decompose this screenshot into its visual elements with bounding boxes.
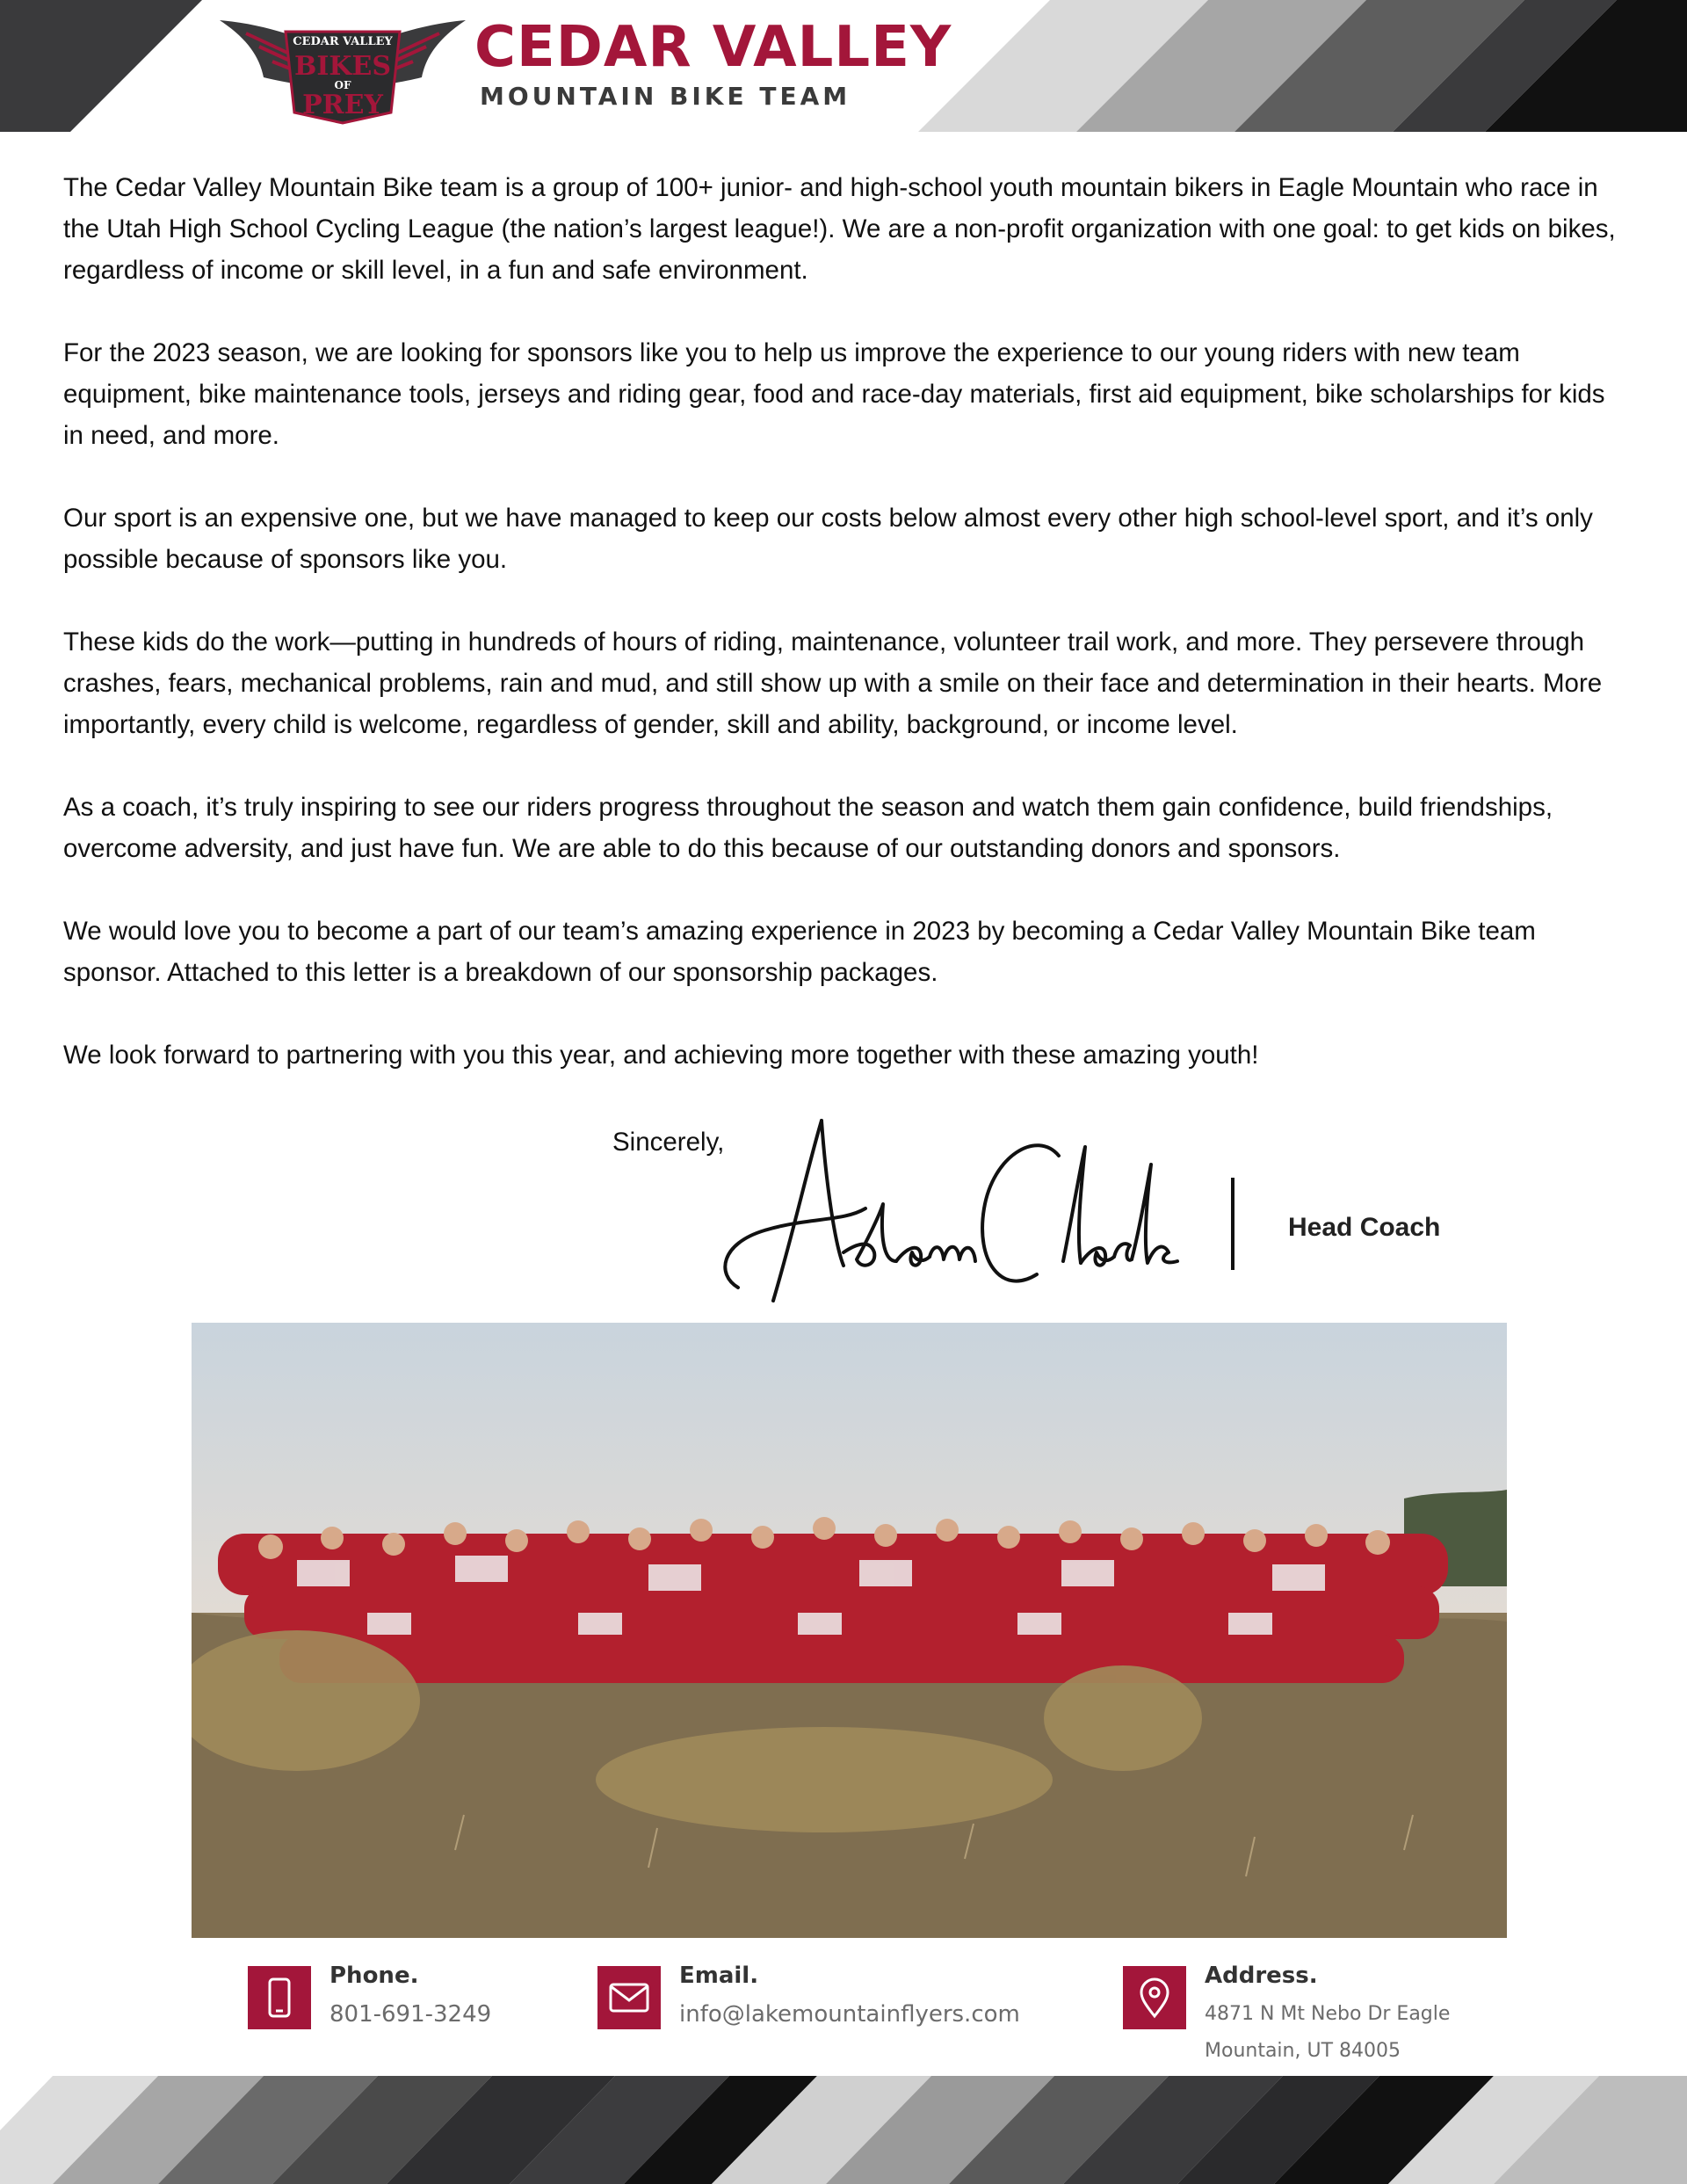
contact-email-value[interactable]: info@lakemountainflyers.com [679,2001,1020,2028]
signature-divider [1231,1178,1234,1270]
contact-phone-value[interactable]: 801-691-3249 [329,2001,492,2028]
brand-subtitle: MOUNTAIN BIKE TEAM [480,82,851,111]
signer-role: Head Coach [1288,1213,1441,1242]
mail-icon [597,1966,661,2029]
location-pin-icon [1123,1966,1186,2029]
letter-paragraph: Our sport is an expensive one, but we have managed to keep our costs below almost every other high school-level sport, and it’s only possible because of sponsors like you. [63,504,1593,574]
team-photo [192,1323,1507,1938]
letter-paragraph: We would love you to become a part of our team’s amazing experience in 2023 by becoming a Cedar Valley Mountain Bike team sponsor. Attached to this letter is a breakdown of our sponsorship packages. [63,917,1536,987]
team-logo [211,16,474,126]
letter-paragraph: As a coach, it’s truly inspiring to see our riders progress throughout the season and watch them gain confidence, build friendships, overcome adversity, and just have fun. We are able to do this because of our outstanding donors and sponsors. [63,793,1553,863]
letter-paragraph: These kids do the work—putting in hundreds of hours of riding, maintenance, volunteer trail work, and more. They persevere through crashes, fears, mechanical problems, rain and mud, and still show up with a smile on their face and determination in their hearts. More importantly, every child is welcome, regardless of gender, skill and ability, background, or income level. [63,628,1603,739]
logo-top-text: CEDAR VALLEY [293,35,393,48]
closing-sincerely: Sincerely, [612,1128,725,1157]
contact-address-value[interactable]: 4871 N Mt Nebo Dr Eagle Mountain, UT 84005 [1205,2003,1451,2062]
letter-paragraph: The Cedar Valley Mountain Bike team is a group of 100+ junior- and high-school youth mountain bikers in Eagle Mountain who race in the Utah High School Cycling League (the nation’s largest league!). We are a non-profit organization with one goal: to get kids on bikes, regardless of income or skill level, in a fun and safe environment. [63,173,1616,285]
logo-line-2: OF [334,79,351,91]
letter-paragraph: For the 2023 season, we are looking for sponsors like you to help us improve the experience to our young riders with new team equipment, bike maintenance tools, jerseys and riding gear, food and race-day materials, first aid equipment, bike scholarships for kids in need, and more. [63,338,1605,450]
brand-title: CEDAR VALLEY [474,15,952,80]
logo-line-3: PREY [302,90,383,120]
contact-email-label: Email. [679,1963,759,1989]
handwritten-signature [712,1112,1204,1314]
phone-icon [248,1966,311,2029]
logo-line-1: BIKES [294,51,391,82]
contact-phone-label: Phone. [329,1963,419,1989]
letter-body [63,167,1627,1117]
contact-address-label: Address. [1205,1963,1318,1989]
letter-paragraph: We look forward to partnering with you this year, and achieving more together with these amazing youth! [63,1041,1259,1070]
footer-stripe-band [0,2076,1687,2184]
